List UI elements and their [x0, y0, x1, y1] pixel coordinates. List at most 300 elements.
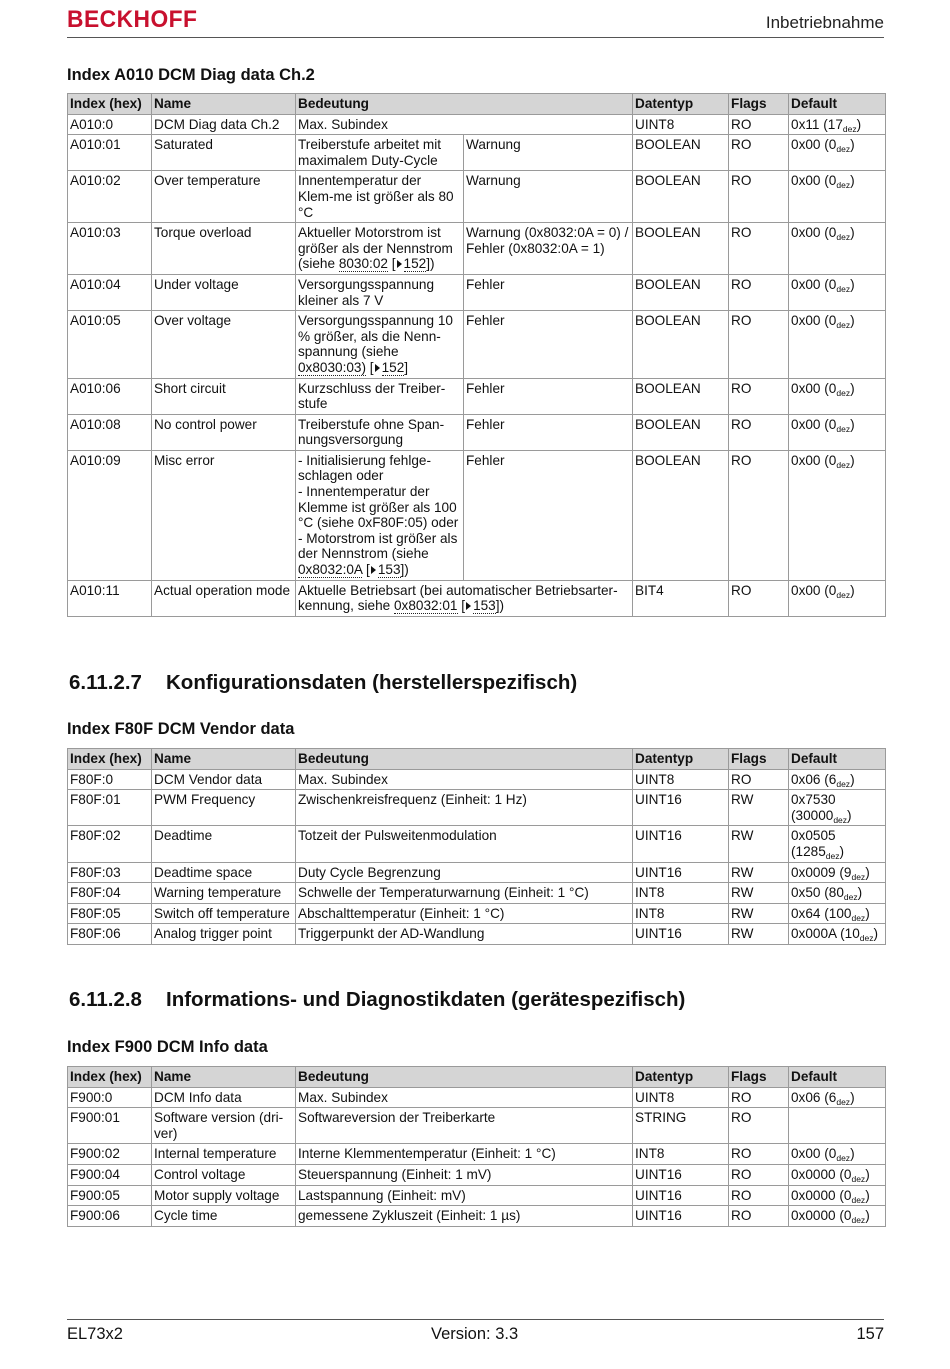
chapter-title: Inbetriebnahme: [765, 13, 884, 32]
table-row: [68, 1108, 886, 1144]
default-close: ): [850, 582, 855, 598]
table-row: [68, 903, 886, 924]
default-unit: dez: [836, 423, 851, 434]
default-value: 0x00 (0: [791, 137, 837, 153]
default-close: ): [865, 864, 870, 880]
default-close: ): [850, 276, 855, 292]
cell-name: Torque overload: [152, 223, 296, 275]
cell-type: INT8: [633, 1144, 729, 1165]
default-unit: dez: [851, 912, 866, 923]
cell-meaning: Aktuelle Betriebsart (bei automatischer Betriebsarter-kennung, siehe 0x8032:01 [ 153]): [296, 580, 633, 616]
cell-flags: RW: [729, 903, 789, 924]
page-ref: 152: [381, 359, 405, 375]
col-header-index: Index (hex): [68, 94, 152, 115]
cell-name: Control voltage: [152, 1164, 296, 1185]
table-row: [68, 1164, 886, 1185]
col-header-index: Index (hex): [68, 1067, 152, 1088]
default-close: ): [856, 116, 862, 132]
page-ref: 152: [403, 256, 427, 272]
cell-type: UINT16: [633, 826, 729, 862]
cell-type: UINT8: [633, 769, 729, 790]
cell-default: [789, 862, 886, 883]
cell-meaning: [296, 1185, 633, 1206]
page-arrow-icon: [397, 260, 402, 268]
col-header-name: Name: [152, 94, 296, 115]
col-header-meaning: Bedeutung: [296, 749, 633, 770]
cell-name: DCM Vendor data: [152, 769, 296, 790]
default-close: ): [850, 452, 855, 468]
default-value: 0x06 (6: [791, 1089, 837, 1105]
default-close: ): [850, 1089, 855, 1105]
cell-name: DCM Info data: [152, 1087, 296, 1108]
meaning-text: Aktueller Motorstrom ist größer als der Nennstrom (siehe: [298, 225, 453, 272]
col-header-type: Datentyp: [633, 1067, 729, 1088]
default-unit: dez: [842, 123, 857, 134]
table-heading-a010: Index A010 DCM Diag data Ch.2: [67, 66, 315, 84]
default-value: 0x0000 (0: [791, 1187, 852, 1203]
cell-meaning: [296, 1087, 633, 1108]
default-close: ): [865, 1208, 870, 1224]
meaning-text: Innentemperatur der Klem-me ist größer als 80 °C: [298, 173, 454, 220]
cell-type: STRING: [633, 1108, 729, 1144]
cell-type: INT8: [633, 903, 729, 924]
cell-name: Software version (dri-ver): [152, 1108, 296, 1144]
cell-index: F80F:06: [68, 924, 152, 945]
meaning-text: Totzeit der Pulsweitenmodulation: [298, 828, 497, 844]
cell-default: [789, 903, 886, 924]
table-row: [68, 135, 886, 171]
table-row: [68, 378, 886, 414]
cell-flags: RO: [729, 378, 789, 414]
meaning-suffix: ): [404, 562, 409, 578]
cell-flags: RW: [729, 883, 789, 904]
cell-severity: Fehler: [464, 274, 633, 310]
cell-type: UINT16: [633, 924, 729, 945]
cell-name: Over temperature: [152, 171, 296, 223]
default-value: 0x0000 (0: [791, 1166, 852, 1182]
cell-meaning: [296, 883, 633, 904]
default-value: 0x50 (80: [791, 885, 844, 901]
default-unit: dez: [836, 283, 851, 294]
cell-flags: RO: [729, 311, 789, 378]
cell-default: [789, 311, 886, 378]
meaning-text: gemessene Zykluszeit (Einheit: 1 µs): [298, 1208, 521, 1224]
cell-index: F80F:03: [68, 862, 152, 883]
cell-index: A010:04: [68, 274, 152, 310]
section-heading-config: [69, 671, 577, 695]
cell-type: BIT4: [633, 580, 729, 616]
cell-default: [789, 1164, 886, 1185]
object-link: 8030:02: [338, 256, 388, 272]
default-value: 0x00 (0: [791, 173, 837, 189]
default-close: ): [850, 380, 855, 396]
cell-type: INT8: [633, 883, 729, 904]
col-header-type: Datentyp: [633, 749, 729, 770]
cell-type: UINT16: [633, 1206, 729, 1227]
cell-type: BOOLEAN: [633, 223, 729, 275]
default-unit: dez: [836, 1096, 851, 1107]
cell-flags: RO: [729, 450, 789, 580]
cell-index: F80F:01: [68, 790, 152, 826]
col-header-default: Default: [789, 94, 886, 115]
cell-flags: RW: [729, 924, 789, 945]
table-row: [68, 1206, 886, 1227]
object-table-a010: [67, 93, 886, 617]
cell-default: [789, 223, 886, 275]
object-link: 0x8030:03): [298, 359, 367, 375]
cell-index: A010:06: [68, 378, 152, 414]
table-row: [68, 414, 886, 450]
cell-flags: RW: [729, 790, 789, 826]
cell-index: A010:11: [68, 580, 152, 616]
cell-severity: Warnung (0x8032:0A = 0) / Fehler (0x8032:0A = 1): [464, 223, 633, 275]
table-row: [68, 311, 886, 378]
cell-name: No control power: [152, 414, 296, 450]
cell-flags: RO: [729, 1185, 789, 1206]
default-unit: dez: [836, 144, 851, 155]
cell-default: [789, 414, 886, 450]
cell-type: UINT16: [633, 1185, 729, 1206]
cell-name: Motor supply voltage: [152, 1185, 296, 1206]
default-close: ): [850, 771, 855, 787]
col-header-meaning: Bedeutung: [296, 1067, 633, 1088]
cell-flags: RO: [729, 580, 789, 616]
cell-default: [789, 1185, 886, 1206]
object-table-f80f: [67, 748, 886, 945]
section-number: 6.11.2.8: [69, 988, 142, 1011]
default-close: ): [850, 173, 855, 189]
cell-meaning: [296, 135, 464, 171]
cell-type: BOOLEAN: [633, 378, 729, 414]
col-header-meaning: Bedeutung: [296, 94, 633, 115]
cell-name: Deadtime space: [152, 862, 296, 883]
cell-index: A010:03: [68, 223, 152, 275]
cell-type: UINT16: [633, 862, 729, 883]
default-close: ): [857, 885, 863, 901]
cell-name: Warning temperature: [152, 883, 296, 904]
cell-type: UINT16: [633, 1164, 729, 1185]
default-close: ): [873, 926, 879, 942]
cell-default: [789, 1144, 886, 1165]
cell-flags: RO: [729, 1144, 789, 1165]
cell-index: A010:05: [68, 311, 152, 378]
col-header-name: Name: [152, 749, 296, 770]
default-unit: dez: [851, 1194, 866, 1205]
cell-name: Misc error: [152, 450, 296, 580]
table-row: [68, 826, 886, 862]
table-row: [68, 883, 886, 904]
cell-default: [789, 1108, 886, 1144]
default-value: 0x00 (0: [791, 313, 837, 329]
default-unit: dez: [851, 1173, 866, 1184]
cell-default: [789, 826, 886, 862]
cell-default: [789, 790, 886, 826]
cell-meaning: [296, 1144, 633, 1165]
default-value: 0x00 (0: [791, 1146, 837, 1162]
default-value: 0x0000 (0: [791, 1208, 852, 1224]
footer-product: EL73x2: [67, 1325, 123, 1343]
cell-severity: Warnung: [464, 135, 633, 171]
page-arrow-icon: [371, 566, 376, 574]
default-unit: dez: [843, 892, 858, 903]
meaning-text: Interne Klemmentemperatur (Einheit: 1 °C): [298, 1146, 556, 1162]
cell-name: Under voltage: [152, 274, 296, 310]
header-divider: [67, 37, 884, 38]
cell-name: Internal temperature: [152, 1144, 296, 1165]
default-unit: dez: [836, 459, 851, 470]
cell-index: F900:01: [68, 1108, 152, 1144]
cell-meaning: Versorgungsspannung 10 % größer, als die Nenn-spannung (siehe 0x8030:03) [ 152]: [296, 311, 464, 378]
cell-flags: RO: [729, 114, 789, 135]
default-value: 0x11 (17: [791, 116, 843, 132]
table-row: [68, 171, 886, 223]
table-row: [68, 450, 886, 580]
table-row: [68, 580, 886, 616]
cell-meaning: [296, 1164, 633, 1185]
col-header-default: Default: [789, 749, 886, 770]
cell-default: [789, 171, 886, 223]
default-unit: dez: [825, 850, 840, 861]
default-value: 0x7530 (30000: [791, 792, 836, 823]
cell-index: A010:0: [68, 114, 152, 135]
cell-meaning: [296, 862, 633, 883]
cell-name: Over voltage: [152, 311, 296, 378]
default-unit: dez: [851, 871, 866, 882]
page-ref: 153: [377, 562, 401, 578]
cell-default: [789, 883, 886, 904]
cell-default: [789, 450, 886, 580]
default-close: ): [850, 225, 855, 241]
cell-name: Deadtime: [152, 826, 296, 862]
meaning-text: Max. Subindex: [298, 1089, 388, 1105]
cell-flags: RO: [729, 1164, 789, 1185]
cell-flags: RO: [729, 223, 789, 275]
default-close: ): [865, 1187, 870, 1203]
meaning-text: Schwelle der Temperaturwarnung (Einheit: 1 °C): [298, 885, 589, 901]
cell-flags: RO: [729, 135, 789, 171]
table-row: [68, 862, 886, 883]
cell-flags: RO: [729, 414, 789, 450]
col-header-type: Datentyp: [633, 94, 729, 115]
table-row: [68, 1087, 886, 1108]
cell-type: BOOLEAN: [633, 414, 729, 450]
section-title: Informations- und Diagnostikdaten (gerätespezifisch): [166, 988, 686, 1011]
cell-meaning: [296, 903, 633, 924]
meaning-text: Abschalttemperatur (Einheit: 1 °C): [298, 905, 505, 921]
default-close: ): [850, 1146, 855, 1162]
cell-index: F80F:02: [68, 826, 152, 862]
cell-name: Switch off temperature: [152, 903, 296, 924]
cell-severity: Fehler: [464, 311, 633, 378]
meaning-text: Versorgungsspannung 10 % größer, als die Nenn-spannung (siehe: [298, 313, 453, 360]
object-table-f900: [67, 1066, 886, 1227]
cell-default: [789, 274, 886, 310]
meaning-text: Treiberstufe ohne Span-nungsversorgung: [298, 416, 445, 448]
default-unit: dez: [851, 1215, 866, 1226]
default-unit: dez: [836, 180, 851, 191]
section-heading-info: [69, 988, 685, 1012]
cell-meaning: [296, 769, 633, 790]
cell-meaning: [296, 1108, 633, 1144]
page-ref: 153: [473, 598, 496, 614]
cell-flags: RO: [729, 1108, 789, 1144]
cell-name: Cycle time: [152, 1206, 296, 1227]
default-value: 0x00 (0: [791, 225, 837, 241]
col-header-flags: Flags: [729, 1067, 789, 1088]
cell-default: [789, 924, 886, 945]
cell-type: BOOLEAN: [633, 274, 729, 310]
cell-name: Analog trigger point: [152, 924, 296, 945]
default-close: ): [850, 416, 855, 432]
default-unit: dez: [836, 232, 851, 243]
default-unit: dez: [833, 814, 848, 825]
beckhoff-logo: BECKHOFF: [67, 6, 198, 33]
default-unit: dez: [836, 320, 851, 331]
cell-default: [789, 1206, 886, 1227]
cell-meaning: [296, 924, 633, 945]
cell-severity: Fehler: [464, 450, 633, 580]
meaning-text: Lastspannung (Einheit: mV): [298, 1187, 466, 1203]
cell-index: F80F:04: [68, 883, 152, 904]
section-title: Konfigurationsdaten (herstellerspezifisch): [166, 671, 578, 694]
meaning-text: Max. Subindex: [298, 771, 388, 787]
table-row: [68, 274, 886, 310]
cell-meaning: - Initialisierung fehlge-schlagen oder - Innentemperatur der Klemme ist größer als 100 °C (siehe 0xF80F:05) oder - Motorstrom ist größer als der Nennstrom (siehe 0x8032:0A [ 153]): [296, 450, 464, 580]
cell-index: F80F:05: [68, 903, 152, 924]
meaning-text: Treiberstufe arbeitet mit maximalem Duty-Cycle: [298, 137, 442, 168]
cell-flags: RO: [729, 274, 789, 310]
cell-meaning: [296, 1206, 633, 1227]
table-row: [68, 1185, 886, 1206]
meaning-text: Versorgungsspannung kleiner als 7 V: [298, 276, 435, 308]
cell-default: [789, 1087, 886, 1108]
cell-meaning: [296, 826, 633, 862]
meaning-text: Max. Subindex: [298, 116, 388, 132]
table-header-row: [68, 94, 886, 115]
cell-type: BOOLEAN: [633, 450, 729, 580]
meaning-text: Duty Cycle Begrenzung: [298, 864, 441, 880]
cell-type: BOOLEAN: [633, 135, 729, 171]
cell-type: UINT8: [633, 114, 729, 135]
cell-name: Actual operation mode: [152, 580, 296, 616]
meaning-text: Softwareversion der Treiberkarte: [298, 1110, 496, 1126]
cell-meaning: [296, 274, 464, 310]
default-unit: dez: [836, 778, 851, 789]
cell-name: Saturated: [152, 135, 296, 171]
cell-name: Short circuit: [152, 378, 296, 414]
cell-index: A010:02: [68, 171, 152, 223]
cell-flags: RO: [729, 171, 789, 223]
table-header-row: [68, 749, 886, 770]
default-value: 0x0009 (9: [791, 864, 852, 880]
default-unit: dez: [859, 933, 874, 944]
cell-default: [789, 135, 886, 171]
default-unit: dez: [836, 1153, 851, 1164]
table-heading-f900: Index F900 DCM Info data: [67, 1038, 268, 1056]
meaning-text: Kurzschluss der Treiber-stufe: [298, 380, 446, 412]
meaning-text: - Motorstrom ist größer als der Nennstrom (siehe: [298, 530, 458, 562]
cell-flags: RO: [729, 769, 789, 790]
col-header-index: Index (hex): [68, 749, 152, 770]
section-number: 6.11.2.7: [69, 671, 142, 694]
cell-meaning: [296, 114, 633, 135]
cell-index: F80F:0: [68, 769, 152, 790]
default-close: ): [850, 137, 855, 153]
cell-severity: Fehler: [464, 414, 633, 450]
table-row: [68, 1144, 886, 1165]
cell-meaning: [296, 414, 464, 450]
default-unit: dez: [836, 589, 851, 600]
cell-index: F900:06: [68, 1206, 152, 1227]
cell-type: UINT16: [633, 790, 729, 826]
page-arrow-icon: [375, 364, 380, 372]
cell-type: BOOLEAN: [633, 311, 729, 378]
default-value: 0x00 (0: [791, 582, 837, 598]
table-header-row: [68, 1067, 886, 1088]
meaning-text: Zwischenkreisfrequenz (Einheit: 1 Hz): [298, 792, 527, 808]
footer-page-number: 157: [856, 1325, 884, 1343]
cell-meaning: [296, 171, 464, 223]
default-close: ): [839, 843, 845, 859]
cell-flags: RW: [729, 862, 789, 883]
default-close: ): [850, 313, 855, 329]
footer-version: Version: 3.3: [431, 1325, 519, 1343]
default-value: 0x06 (6: [791, 771, 837, 787]
default-close: ): [847, 807, 852, 823]
cell-severity: Fehler: [464, 378, 633, 414]
footer-divider: [67, 1319, 884, 1320]
cell-default: [789, 114, 886, 135]
table-row: [68, 790, 886, 826]
cell-severity: Warnung: [464, 171, 633, 223]
cell-index: F900:02: [68, 1144, 152, 1165]
cell-meaning: [296, 378, 464, 414]
cell-type: UINT8: [633, 1087, 729, 1108]
cell-default: [789, 378, 886, 414]
default-unit: dez: [836, 387, 851, 398]
cell-index: F900:04: [68, 1164, 152, 1185]
default-value: 0x00 (0: [791, 380, 837, 396]
cell-index: A010:09: [68, 450, 152, 580]
meaning-suffix: ): [429, 256, 435, 272]
meaning-text: Steuerspannung (Einheit: 1 mV): [298, 1166, 492, 1182]
default-value: 0x00 (0: [791, 276, 837, 292]
cell-default: [789, 769, 886, 790]
cell-flags: RO: [729, 1206, 789, 1227]
cell-name: DCM Diag data Ch.2: [152, 114, 296, 135]
meaning-text: - Initialisierung fehlge-schlagen oder: [298, 452, 431, 484]
default-close: ): [865, 1166, 870, 1182]
meaning-text: Triggerpunkt der AD-Wandlung: [298, 926, 485, 942]
table-row: [68, 769, 886, 790]
cell-default: [789, 580, 886, 616]
meaning-text: - Innentemperatur der Klemme ist größer als 100 °C (siehe 0xF80F:05) oder: [298, 484, 459, 531]
default-value: 0x000A (10: [791, 926, 860, 942]
col-header-flags: Flags: [729, 749, 789, 770]
default-close: ): [865, 905, 870, 921]
col-header-flags: Flags: [729, 94, 789, 115]
table-row: [68, 223, 886, 275]
table-heading-f80f: Index F80F DCM Vendor data: [67, 720, 295, 738]
object-link: 0x8032:0A: [298, 562, 363, 578]
page-arrow-icon: [466, 602, 471, 610]
cell-index: A010:01: [68, 135, 152, 171]
default-value: 0x64 (100: [791, 905, 852, 921]
cell-name: PWM Frequency: [152, 790, 296, 826]
col-header-default: Default: [789, 1067, 886, 1088]
object-link: 0x8032:01: [394, 598, 458, 614]
default-value: 0x00 (0: [791, 452, 837, 468]
